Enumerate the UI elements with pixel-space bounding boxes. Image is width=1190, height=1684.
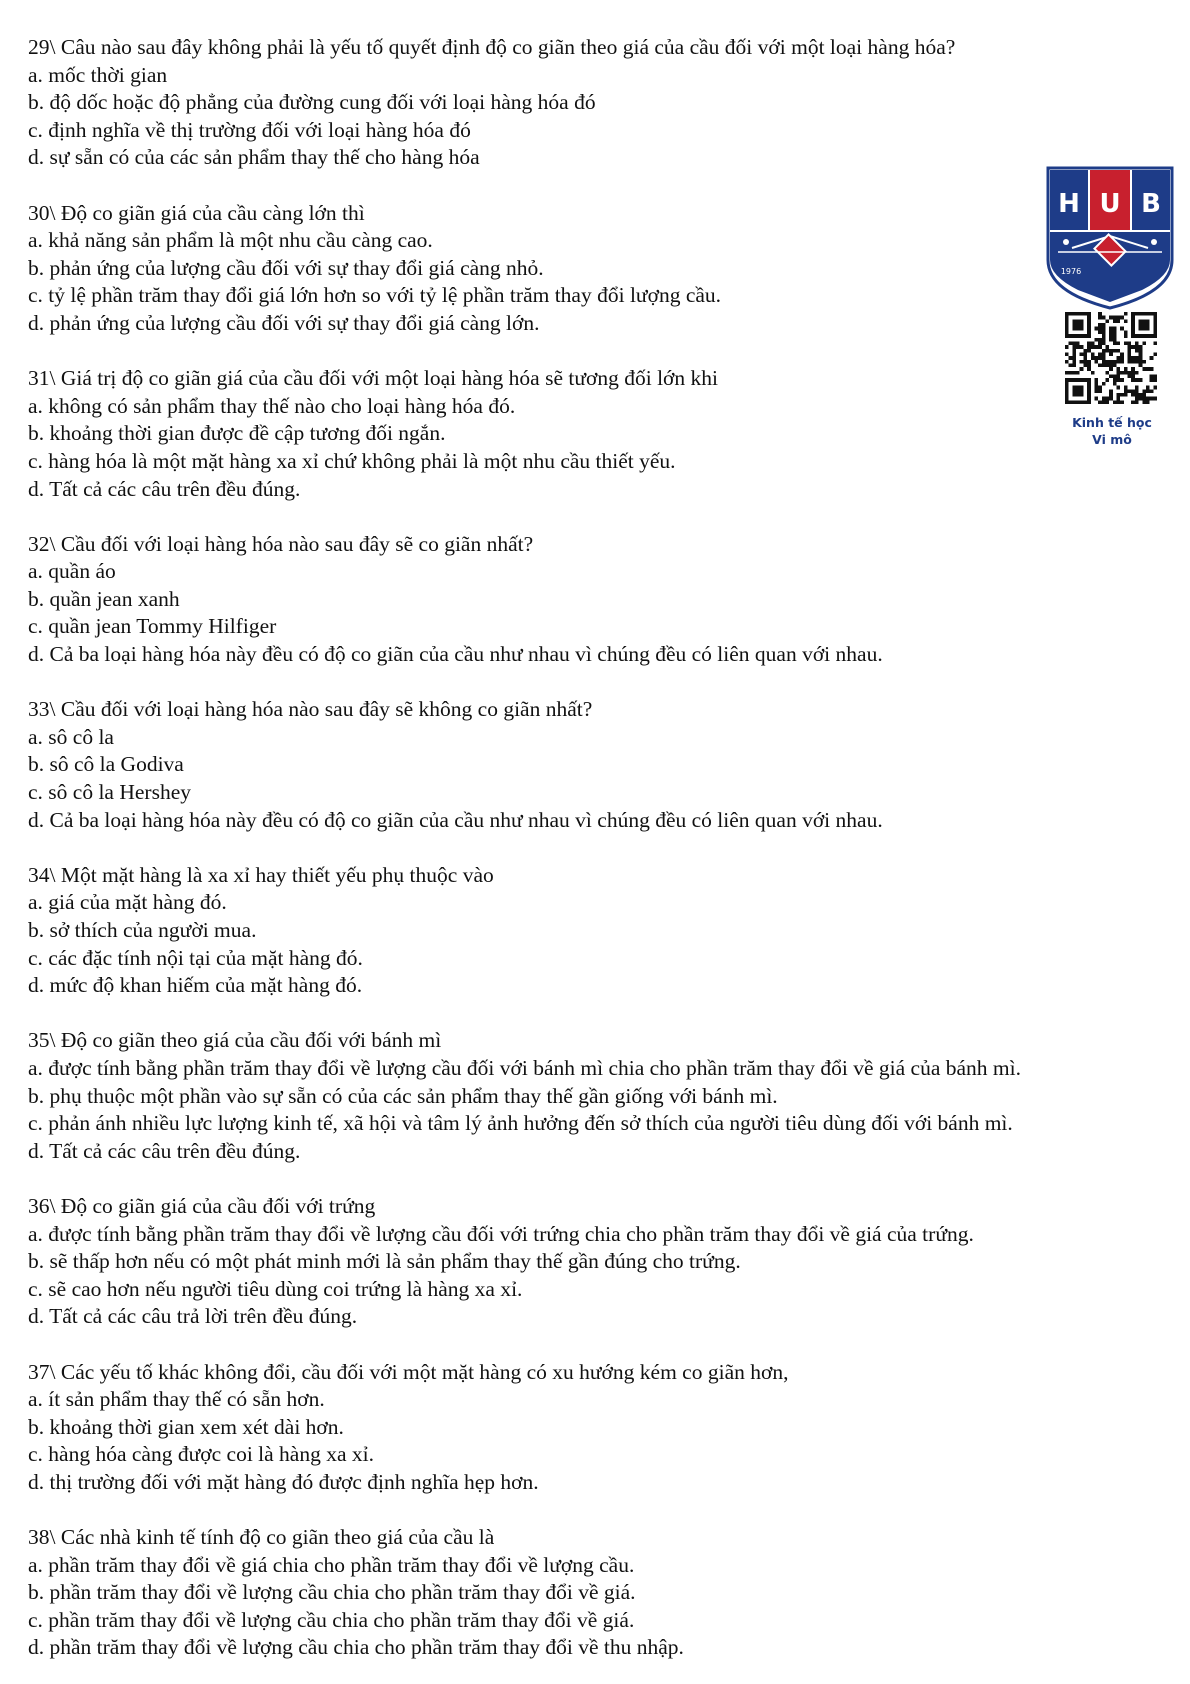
question-block (28, 1524, 1168, 1662)
brand-sidebar (1046, 164, 1174, 464)
answer-option: b. sô cô la Godiva (28, 752, 184, 777)
logo-letter-h: H (1058, 189, 1080, 219)
logo-letter-b: B (1141, 189, 1161, 219)
answer-option: c. hàng hóa là một mặt hàng xa xỉ chứ không phải là một nhu cầu thiết yếu. (28, 448, 676, 473)
answer-option: c. quần jean Tommy Hilfiger (28, 614, 277, 639)
question-block (28, 531, 1168, 669)
answer-option: b. quần jean xanh (28, 586, 180, 611)
answer-option: d. Tất cả các câu trả lời trên đều đúng. (28, 1304, 358, 1329)
answer-option: b. phần trăm thay đổi về lượng cầu chia cho phần trăm thay đổi về giá. (28, 1580, 636, 1605)
answer-option: c. sẽ cao hơn nếu người tiêu dùng coi trứng là hàng xa xỉ. (28, 1276, 523, 1301)
answer-option: a. giá của mặt hàng đó. (28, 890, 227, 915)
question-stem: 29\ Câu nào sau đây không phải là yếu tố quyết định độ co giãn theo giá của cầu đối với một loại hàng hóa? (28, 35, 956, 59)
answer-option: a. sô cô la (28, 724, 114, 749)
hub-shield-logo-icon (1046, 164, 1174, 310)
course-caption-line1: Kinh tế học (1072, 415, 1152, 430)
answer-option: d. sự sẵn có của các sản phẩm thay thế cho hàng hóa (28, 145, 480, 170)
question-stem: 35\ Độ co giãn theo giá của cầu đối với bánh mì (28, 1028, 442, 1053)
answer-option: d. Tất cả các câu trên đều đúng. (28, 476, 301, 501)
answer-option: c. hàng hóa càng được coi là hàng xa xỉ. (28, 1442, 374, 1467)
logo-letter-u: U (1099, 189, 1121, 219)
answer-option: b. độ dốc hoặc độ phẳng của đường cung đối với loại hàng hóa đó (28, 90, 596, 115)
answer-option: c. tỷ lệ phần trăm thay đổi giá lớn hơn so với tỷ lệ phần trăm thay đổi lượng cầu. (28, 283, 722, 308)
answer-option: c. sô cô la Hershey (28, 780, 191, 805)
question-block (28, 862, 1168, 1000)
question-block (28, 34, 1168, 172)
question-stem: 32\ Cầu đối với loại hàng hóa nào sau đây sẽ co giãn nhất? (28, 531, 534, 556)
answer-option: b. khoảng thời gian xem xét dài hơn. (28, 1414, 344, 1439)
answer-option: d. phản ứng của lượng cầu đối với sự thay đổi giá càng lớn. (28, 310, 540, 335)
answer-option: a. ít sản phẩm thay thế có sẵn hơn. (28, 1387, 325, 1412)
question-stem: 36\ Độ co giãn giá của cầu đối với trứng (28, 1193, 376, 1218)
answer-option: c. phần trăm thay đổi về lượng cầu chia cho phần trăm thay đổi về giá. (28, 1607, 635, 1632)
answer-option: a. được tính bằng phần trăm thay đổi về lượng cầu đối với trứng chia cho phần trăm thay đổi về giá của trứng. (28, 1221, 974, 1246)
answer-option: a. được tính bằng phần trăm thay đổi về lượng cầu đối với bánh mì chia cho phần trăm thay đổi về giá của bánh mì. (28, 1055, 1021, 1080)
answer-option: b. phụ thuộc một phần vào sự sẵn có của các sản phẩm thay thế gần giống với bánh mì. (28, 1083, 778, 1108)
question-block (28, 1027, 1168, 1165)
question-stem: 34\ Một mặt hàng là xa xỉ hay thiết yếu phụ thuộc vào (28, 862, 494, 887)
question-stem: 30\ Độ co giãn giá của cầu càng lớn thì (28, 200, 365, 225)
answer-option: d. Cả ba loại hàng hóa này đều có độ co giãn của cầu như nhau vì chúng đều có liên quan với nhau. (28, 807, 883, 832)
answer-option: d. Tất cả các câu trên đều đúng. (28, 1138, 301, 1163)
answer-option: b. sẽ thấp hơn nếu có một phát minh mới là sản phẩm thay thế gần đúng cho trứng. (28, 1249, 741, 1274)
answer-option: a. phần trăm thay đổi về giá chia cho phần trăm thay đổi về lượng cầu. (28, 1552, 635, 1577)
question-block (28, 696, 1168, 834)
logo-year: 1976 (1060, 267, 1082, 276)
question-stem: 31\ Giá trị độ co giãn giá của cầu đối với một loại hàng hóa sẽ tương đối lớn khi (28, 366, 719, 391)
course-caption-line2: Vi mô (1092, 432, 1132, 447)
question-stem: 37\ Các yếu tố khác không đổi, cầu đối với một mặt hàng có xu hướng kém co giãn hơn, (28, 1359, 789, 1384)
question-block (28, 200, 1168, 338)
question-list (28, 34, 1168, 1662)
answer-option: c. định nghĩa về thị trường đối với loại hàng hóa đó (28, 117, 471, 142)
question-stem: 33\ Cầu đối với loại hàng hóa nào sau đây sẽ không co giãn nhất? (28, 697, 593, 722)
qr-code-icon (1065, 312, 1157, 404)
answer-option: c. các đặc tính nội tại của mặt hàng đó. (28, 945, 363, 970)
answer-option: a. không có sản phẩm thay thế nào cho loại hàng hóa đó. (28, 393, 516, 418)
answer-option: d. Cả ba loại hàng hóa này đều có độ co giãn của cầu như nhau vì chúng đều có liên quan với nhau. (28, 642, 883, 667)
question-block (28, 1359, 1168, 1497)
answer-option: b. sở thích của người mua. (28, 918, 257, 942)
answer-option: d. mức độ khan hiếm của mặt hàng đó. (28, 973, 363, 998)
answer-option: a. khả năng sản phẩm là một nhu cầu càng cao. (28, 228, 433, 253)
answer-option: a. quần áo (28, 559, 116, 584)
answer-option: b. phản ứng của lượng cầu đối với sự thay đổi giá càng nhỏ. (28, 255, 544, 280)
course-caption (1046, 414, 1178, 448)
answer-option: a. mốc thời gian (28, 62, 168, 87)
question-stem: 38\ Các nhà kinh tế tính độ co giãn theo giá của cầu là (28, 1525, 495, 1550)
answer-option: b. khoảng thời gian được đề cập tương đối ngắn. (28, 421, 446, 446)
answer-option: d. phần trăm thay đổi về lượng cầu chia cho phần trăm thay đổi về thu nhập. (28, 1635, 684, 1660)
answer-option: d. thị trường đối với mặt hàng đó được định nghĩa hẹp hơn. (28, 1469, 539, 1494)
question-block (28, 1193, 1168, 1331)
answer-option: c. phản ánh nhiều lực lượng kinh tế, xã hội và tâm lý ảnh hưởng đến sở thích của người tiêu dùng đối với bánh mì. (28, 1111, 1013, 1136)
question-block (28, 365, 1168, 503)
